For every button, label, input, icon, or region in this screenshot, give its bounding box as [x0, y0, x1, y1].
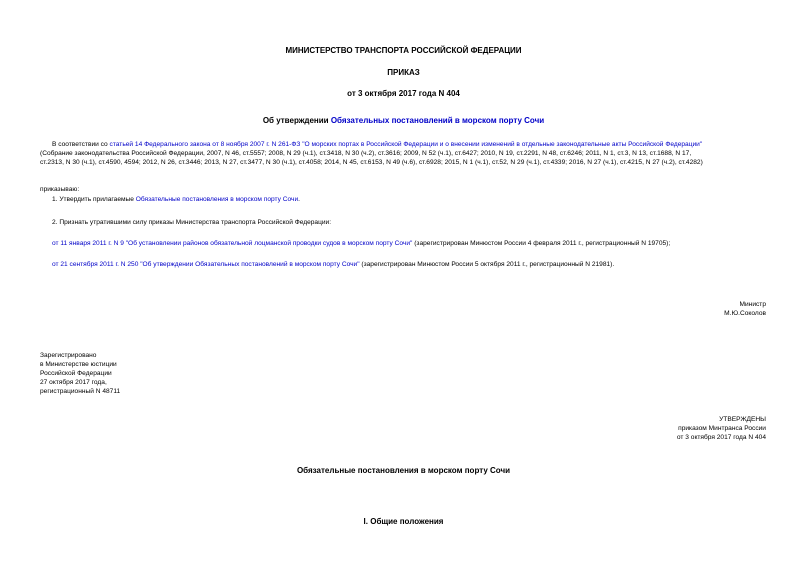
repealed-order-2-text: (зарегистрирован Минюстом России 5 октября 2011 г., регистрационный N 21981).: [359, 261, 615, 268]
order-item-1-text: 1. Утвердить прилагаемые: [52, 196, 136, 203]
approval-line: УТВЕРЖДЕНЫ: [719, 416, 766, 423]
order-heading: ПРИКАЗ: [387, 68, 420, 77]
repealed-order-1-link[interactable]: от 11 января 2011 г. N 9 "Об установлении районов обязательной лоцманской проводки судов в морском порту Сочи": [52, 240, 413, 247]
signer-position: Министр: [739, 301, 766, 308]
registration-line: Российской Федерации: [40, 369, 112, 377]
approval-block: [677, 416, 766, 443]
law-link[interactable]: статьей 14 Федерального закона от 8 ноября 2007 г. N 261-ФЗ "О морских портах в Российской Федерации и о внесении изменений в отдельные законодательные акты Российской Федерации": [109, 141, 703, 148]
registration-line: 27 октября 2017 года,: [40, 378, 107, 386]
repealed-order-1: [52, 240, 670, 249]
registration-line: в Министерстве юстиции: [40, 360, 117, 368]
preamble-text: В соответствии со: [52, 141, 110, 148]
preamble-line-1: [40, 141, 770, 150]
approval-line: от 3 октября 2017 года N 404: [676, 433, 766, 441]
signer-block: [724, 301, 766, 319]
ministry-heading: МИНИСТЕРСТВО ТРАНСПОРТА РОССИЙСКОЙ ФЕДЕРАЦИИ: [285, 46, 522, 55]
preamble-line-2: (Собрание законодательства Российской Федерации, 2007, N 46, ст.5557; 2008, N 29 (ч.1), ст.3418, N 30 (ч.2), ст.3616; 2009, N 52 (ч.1), ст.6427; 2010, N 19, ст.2291, N 48, ст.6246; 2011, N 1, ст.3, N 13, ст.1688, N 17,: [40, 149, 692, 157]
registration-block: [40, 352, 120, 396]
order-item-1: [52, 196, 300, 205]
order-item-2: 2. Признать утратившими силу приказы Министерства транспорта Российской Федерации:: [52, 219, 332, 226]
order-title-prefix: Об утверждении: [262, 116, 331, 125]
section-heading: I. Общие положения: [363, 517, 444, 526]
approved-regulations-link[interactable]: Обязательные постановления в морском порту Сочи: [135, 196, 299, 203]
approval-line: приказом Минтранса России: [678, 424, 766, 432]
repealed-order-2: [52, 261, 614, 270]
order-item-1-end: .: [298, 196, 300, 203]
registration-line: регистрационный N 48711: [40, 387, 121, 395]
orders-label: приказываю:: [40, 186, 80, 193]
regulations-heading: Обязательные постановления в морском порту Сочи: [296, 466, 511, 475]
preamble-line-3: ст.2313, N 30 (ч.1), ст.4590, 4594; 2012, N 26, ст.3446; 2013, N 27, ст.3477, N 30 (ч.1), ст.4058; 2014, N 45, ст.6153, N 49 (ч.6), ст.6928; 2015, N 1 (ч.1), ст.52, N 29 (ч.1), ст.4339; 2016, N 27 (ч.1), ст.4215, N 27 (ч.2), ст.4282): [40, 158, 703, 166]
order-title-link[interactable]: Обязательных постановлений в морском порту Сочи: [330, 116, 545, 125]
order-date: от 3 октября 2017 года N 404: [347, 89, 460, 98]
preamble: [40, 141, 770, 168]
signer-name: М.Ю.Соколов: [724, 309, 766, 317]
repealed-order-2-link[interactable]: от 21 сентября 2011 г. N 250 "Об утверждении Обязательных постановлений в морском порту Сочи": [52, 261, 360, 268]
registration-line: Зарегистрировано: [40, 352, 97, 359]
order-title: [0, 116, 807, 127]
repealed-order-1-text: (зарегистрирован Минюстом России 4 февраля 2011 г., регистрационный N 19705);: [412, 240, 671, 247]
